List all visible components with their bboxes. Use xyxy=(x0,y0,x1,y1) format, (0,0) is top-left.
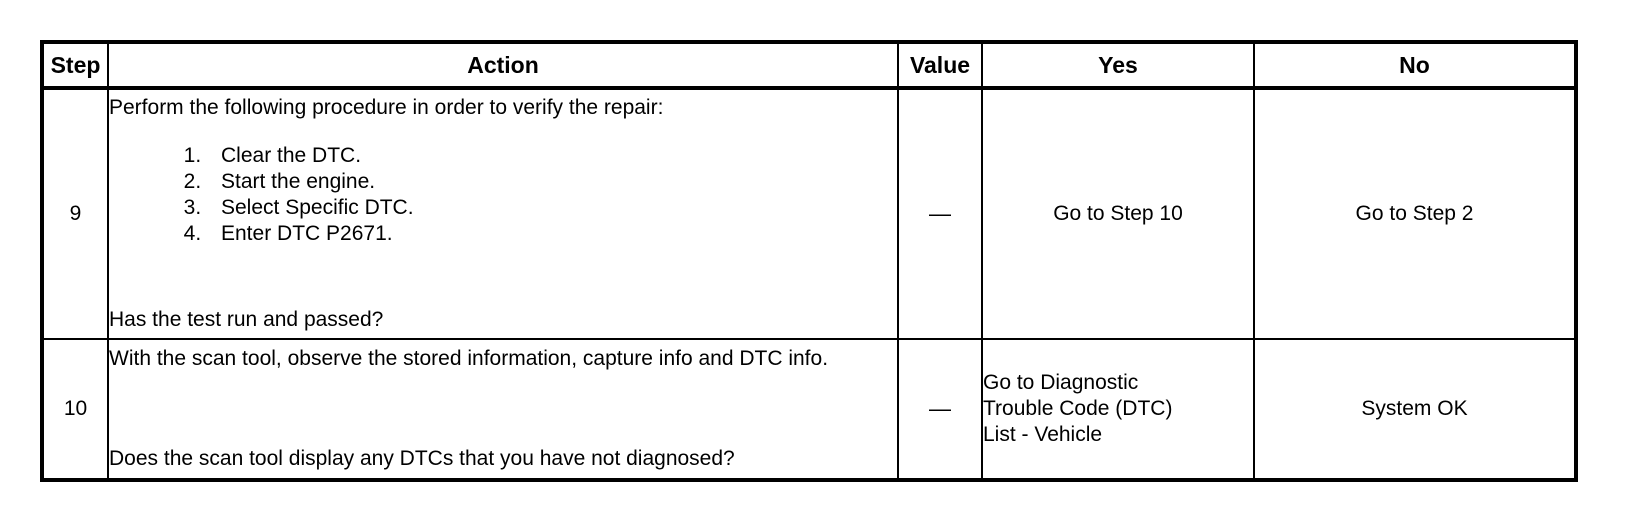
no-cell: Go to Step 2 xyxy=(1254,88,1576,339)
step-number: 10 xyxy=(42,339,108,480)
list-item: 4. Enter DTC P2671. xyxy=(207,221,897,247)
diagnostic-table xyxy=(40,40,1578,482)
list-item: 3. Select Specific DTC. xyxy=(207,195,897,221)
action-cell xyxy=(108,88,898,339)
yes-line: List - Vehicle xyxy=(983,423,1103,446)
action-question: Has the test run and passed? xyxy=(109,308,384,331)
table-row-step-9 xyxy=(42,88,1576,339)
yes-line: Go to Diagnostic xyxy=(983,371,1139,394)
header-value: Value xyxy=(898,42,982,88)
yes-cell xyxy=(982,339,1254,480)
procedure-list xyxy=(109,143,897,247)
header-yes: Yes xyxy=(982,42,1254,88)
header-no: No xyxy=(1254,42,1576,88)
yes-cell: Go to Step 10 xyxy=(982,88,1254,339)
value-cell: — xyxy=(898,88,982,339)
header-row xyxy=(42,42,1576,88)
action-intro: Perform the following procedure in order to verify the repair: xyxy=(109,96,664,119)
value-cell: — xyxy=(898,339,982,480)
no-cell: System OK xyxy=(1254,339,1576,480)
list-item: 2. Start the engine. xyxy=(207,169,897,195)
header-step: Step xyxy=(42,42,108,88)
yes-line: Trouble Code (DTC) xyxy=(983,397,1173,420)
action-cell xyxy=(108,339,898,480)
header-action: Action xyxy=(108,42,898,88)
action-intro: With the scan tool, observe the stored information, capture info and DTC info. xyxy=(109,347,829,370)
list-item: 1. Clear the DTC. xyxy=(207,143,897,169)
step-number: 9 xyxy=(42,88,108,339)
action-question: Does the scan tool display any DTCs that you have not diagnosed? xyxy=(109,447,735,470)
table-row-step-10 xyxy=(42,339,1576,480)
